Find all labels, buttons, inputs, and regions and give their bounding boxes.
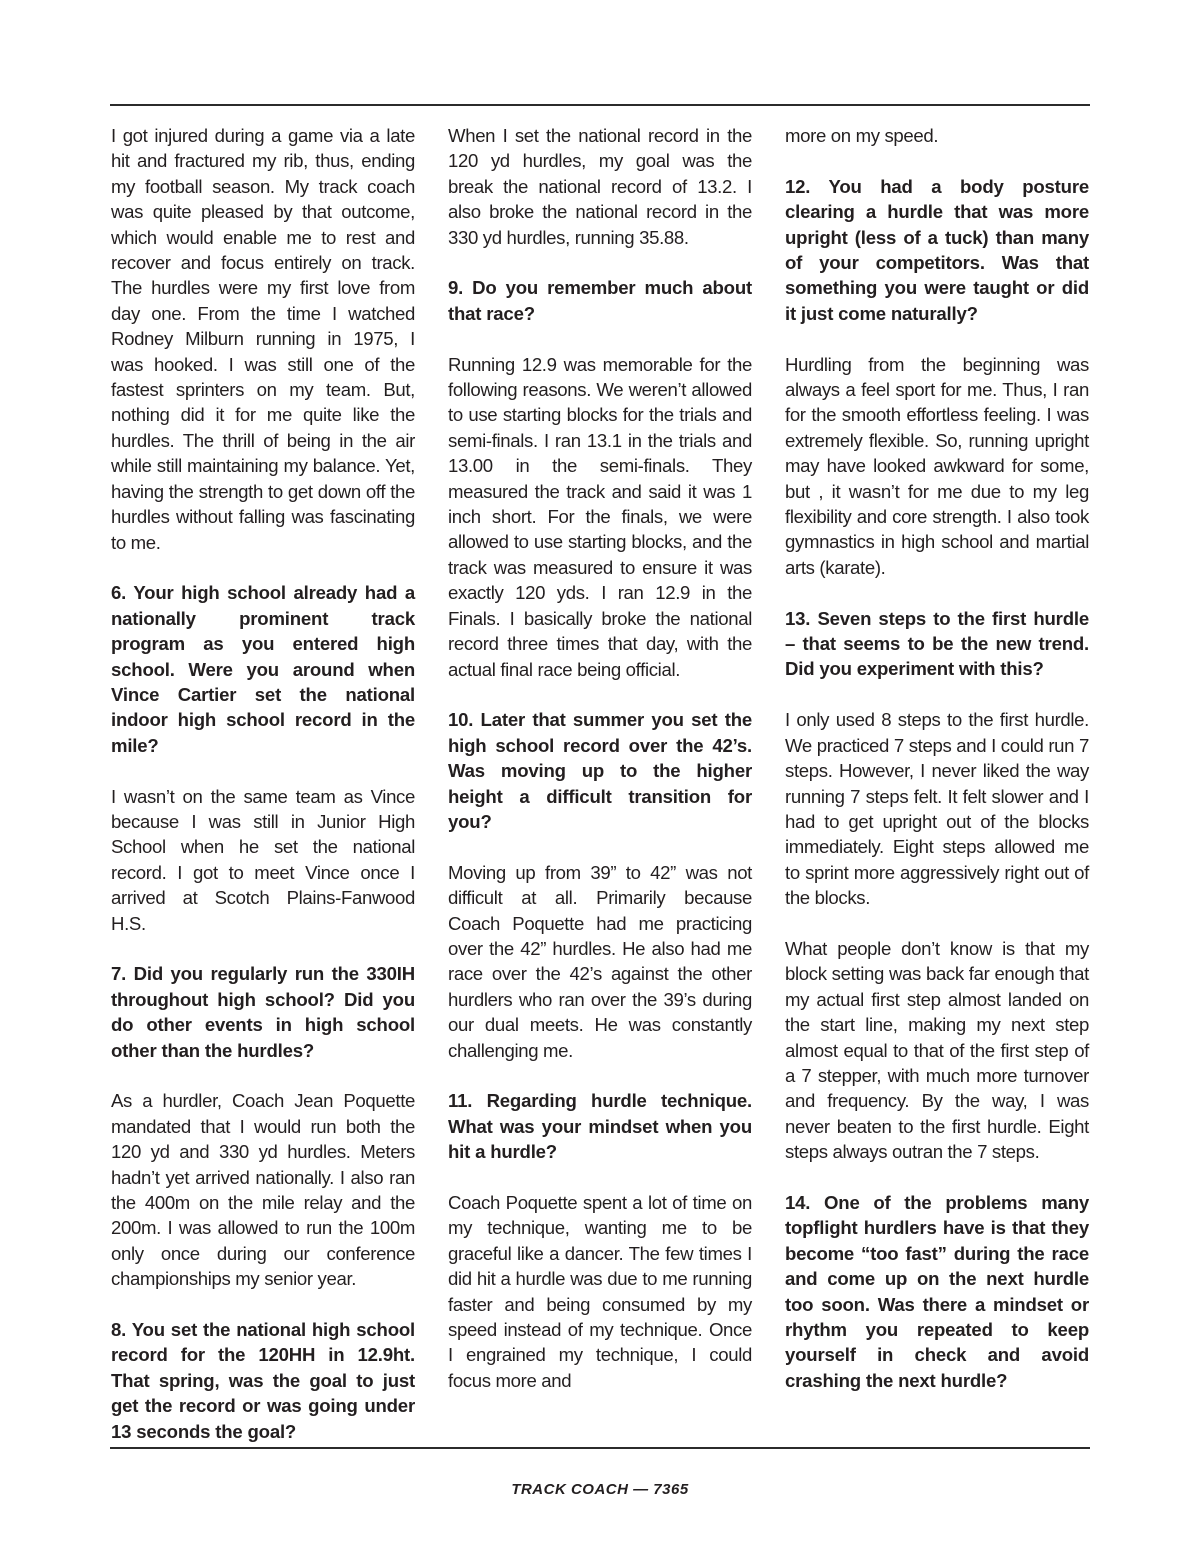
paragraph: When I set the national record in the 120 yd hurdles, my goal was the break the national record of 13.2. I also broke the national record in the 330 yd hurdles, running 35.88. xyxy=(448,125,752,248)
question-heading: 14. One of the problems many topflight hurdlers have is that they become “too fast” during the race and come up on the next hurdle too soon. Was there a mindset or rhythm you repeated to keep yourself in check and avoid crashing the next hurdle? xyxy=(785,1191,1089,1391)
question-heading: 13. Seven steps to the first hurdle – that seems to be the new trend. Did you experiment with this? xyxy=(785,607,1089,680)
column-1 xyxy=(111,123,415,1444)
top-rule xyxy=(110,104,1090,106)
question-heading: 8. You set the national high school record for the 120HH in 12.9ht. That spring, was the goal to just get the record or was going under 13 seconds the goal? xyxy=(111,1319,415,1442)
paragraph: I wasn’t on the same team as Vince because I was still in Junior High School when he set the national record. I got to meet Vince once I arrived at Scotch Plains-Fanwood H.S. xyxy=(111,785,415,934)
paragraph: I only used 8 steps to the first hurdle. We practiced 7 steps and I could run 7 steps. However, I never liked the way running 7 steps felt. It felt slower and I had to get upright out of the blocks immediately. Eight steps allowed me to sprint more aggressively right out of the blocks. xyxy=(785,709,1089,909)
question-heading: 12. You had a body posture clearing a hurdle that was more upright (less of a tuck) than many of your competitors. Was that something you were taught or did it just come naturally? xyxy=(785,175,1089,324)
paragraph: Running 12.9 was memorable for the following reasons. We weren’t allowed to use starting blocks for the trials and semi-finals. I ran 13.1 in the trials and 13.00 in the semi-finals. They measured the track and said it was 1 inch short. For the finals, we were allowed to use starting blocks, and the track was measured to ensure it was exactly 120 yds. I ran 12.9 in the Finals. I basically broke the national record three times that day, with the actual final race being official. xyxy=(448,353,752,680)
paragraph: more on my speed. xyxy=(785,125,939,146)
column-2 xyxy=(448,123,752,1393)
paragraph: I got injured during a game via a late hit and fractured my rib, thus, ending my football season. My track coach was quite pleased by that outcome, which would enable me to rest and recover and focus entirely on track. The hurdles were my first love from day one. From the time I watched Rodney Milburn running in 1975, I was hooked. I was still one of the fastest sprinters on my team. But, nothing did it for me quite like the hurdles. The thrill of being in the air while still maintaining my balance. Yet, having the strength to get down off the hurdles without falling was fascinating to me. xyxy=(111,125,415,553)
paragraph: What people don’t know is that my block setting was back far enough that my actual first step almost landed on the start line, making my next step almost equal to that of the first step of a 7 stepper, with much more turnover and frequency. By the way, I was never beaten to the first hurdle. Eight steps always outran the 7 steps. xyxy=(785,937,1089,1163)
question-heading: 10. Later that summer you set the high school record over the 42’s. Was moving up to the higher height a difficult transition for you? xyxy=(448,709,752,832)
bottom-rule xyxy=(110,1447,1090,1449)
question-heading: 11. Regarding hurdle technique. What was your mindset when you hit a hurdle? xyxy=(448,1090,752,1163)
question-heading: 6. Your high school already had a nationally prominent track program as you entered high school. Were you around when Vince Cartier set the national indoor high school record in the mile? xyxy=(111,582,415,756)
question-heading: 9. Do you remember much about that race? xyxy=(448,277,752,324)
column-3 xyxy=(785,123,1089,1393)
question-heading: 7. Did you regularly run the 330IH throughout high school? Did you do other events in high school other than the hurdles? xyxy=(111,963,415,1061)
paragraph: Moving up from 39” to 42” was not difficult at all. Primarily because Coach Poquette had me practicing over the 42” hurdles. He also had me race over the 42’s against the other hurdlers who ran over the 39’s during our dual meets. He was constantly challenging me. xyxy=(448,861,752,1061)
paragraph: Coach Poquette spent a lot of time on my technique, wanting me to be graceful like a dancer. The few times I did hit a hurdle was due to me running faster and being consumed by my speed instead of my technique. Once I engrained my technique, I could focus more and xyxy=(448,1191,752,1391)
paragraph: As a hurdler, Coach Jean Poquette mandated that I would run both the 120 yd and 330 yd hurdles. Meters hadn’t yet arrived nationally. I also ran the 400m on the mile relay and the 200m. I was allowed to run the 100m only once during our conference championships my senior year. xyxy=(111,1090,415,1290)
paragraph: Hurdling from the beginning was always a feel sport for me. Thus, I ran for the smooth effortless feeling. I was extremely flexible. So, running upright may have looked awkward for some, but , it wasn’t for me due to my leg flexibility and core strength. I also took gymnastics in high school and martial arts (karate). xyxy=(785,353,1089,578)
page-footer: TRACK COACH — 7365 xyxy=(511,1481,689,1498)
